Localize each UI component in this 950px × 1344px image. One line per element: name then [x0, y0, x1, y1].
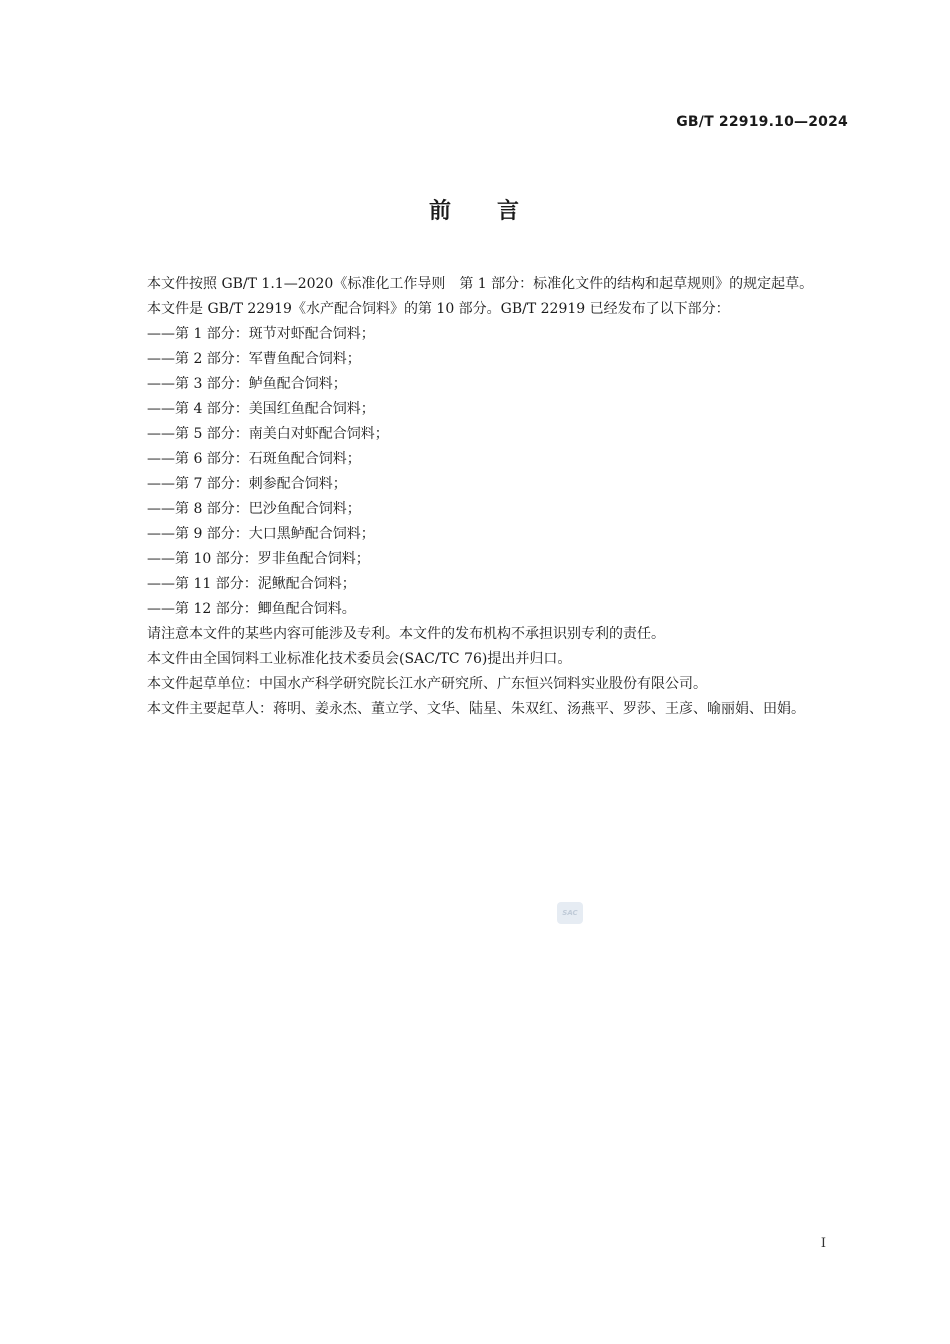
list-item: ——第 12 部分：鲫鱼配合饲料。: [147, 601, 356, 617]
list-item: ——第 1 部分：斑节对虾配合饲料；: [147, 326, 375, 342]
parts-list: [114, 322, 850, 622]
list-item: ——第 7 部分：刺参配合饲料；: [147, 476, 347, 492]
standard-number: GB/T 22919.10—2024: [676, 114, 848, 130]
list-item: ——第 10 部分：罗非鱼配合饲料；: [147, 551, 370, 567]
paragraph-drafting-rules: 本文件按照 GB/T 1.1—2020《标准化工作导则 第 1 部分：标准化文件的结构和起草规则》的规定起草。: [147, 276, 814, 292]
document-body: [114, 272, 850, 722]
list-item: ——第 5 部分：南美白对虾配合饲料；: [147, 426, 389, 442]
list-item: ——第 2 部分：军曹鱼配合饲料；: [147, 351, 361, 367]
list-item: ——第 11 部分：泥鳅配合饲料；: [147, 576, 356, 592]
list-item: ——第 8 部分：巴沙鱼配合饲料；: [147, 501, 361, 517]
title-part-1: 前: [428, 199, 453, 224]
list-item: ——第 3 部分：鲈鱼配合饲料；: [147, 376, 347, 392]
page-title: [0, 194, 950, 225]
paragraph-patent-notice: 请注意本文件的某些内容可能涉及专利。本文件的发布机构不承担识别专利的责任。: [147, 626, 665, 642]
list-item: ——第 6 部分：石斑鱼配合饲料；: [147, 451, 361, 467]
paragraph-part-info: 本文件是 GB/T 22919《水产配合饲料》的第 10 部分。GB/T 22919 已经发布了以下部分：: [147, 301, 730, 317]
sac-watermark-icon: SAC: [557, 902, 583, 924]
list-item: ——第 4 部分：美国红鱼配合饲料；: [147, 401, 375, 417]
paragraph-committee: 本文件由全国饲料工业标准化技术委员会(SAC/TC 76)提出并归口。: [147, 651, 572, 667]
list-item: ——第 9 部分：大口黑鲈配合饲料；: [147, 526, 375, 542]
page-number: I: [820, 1236, 826, 1251]
paragraph-drafting-units: 本文件起草单位：中国水产科学研究院长江水产研究所、广东恒兴饲料实业股份有限公司。: [147, 676, 707, 692]
paragraph-drafters: 本文件主要起草人：蒋明、姜永杰、董立学、文华、陆星、朱双红、汤燕平、罗莎、王彦、喻丽娟、田娟。: [147, 701, 805, 717]
title-part-2: 言: [497, 199, 522, 224]
